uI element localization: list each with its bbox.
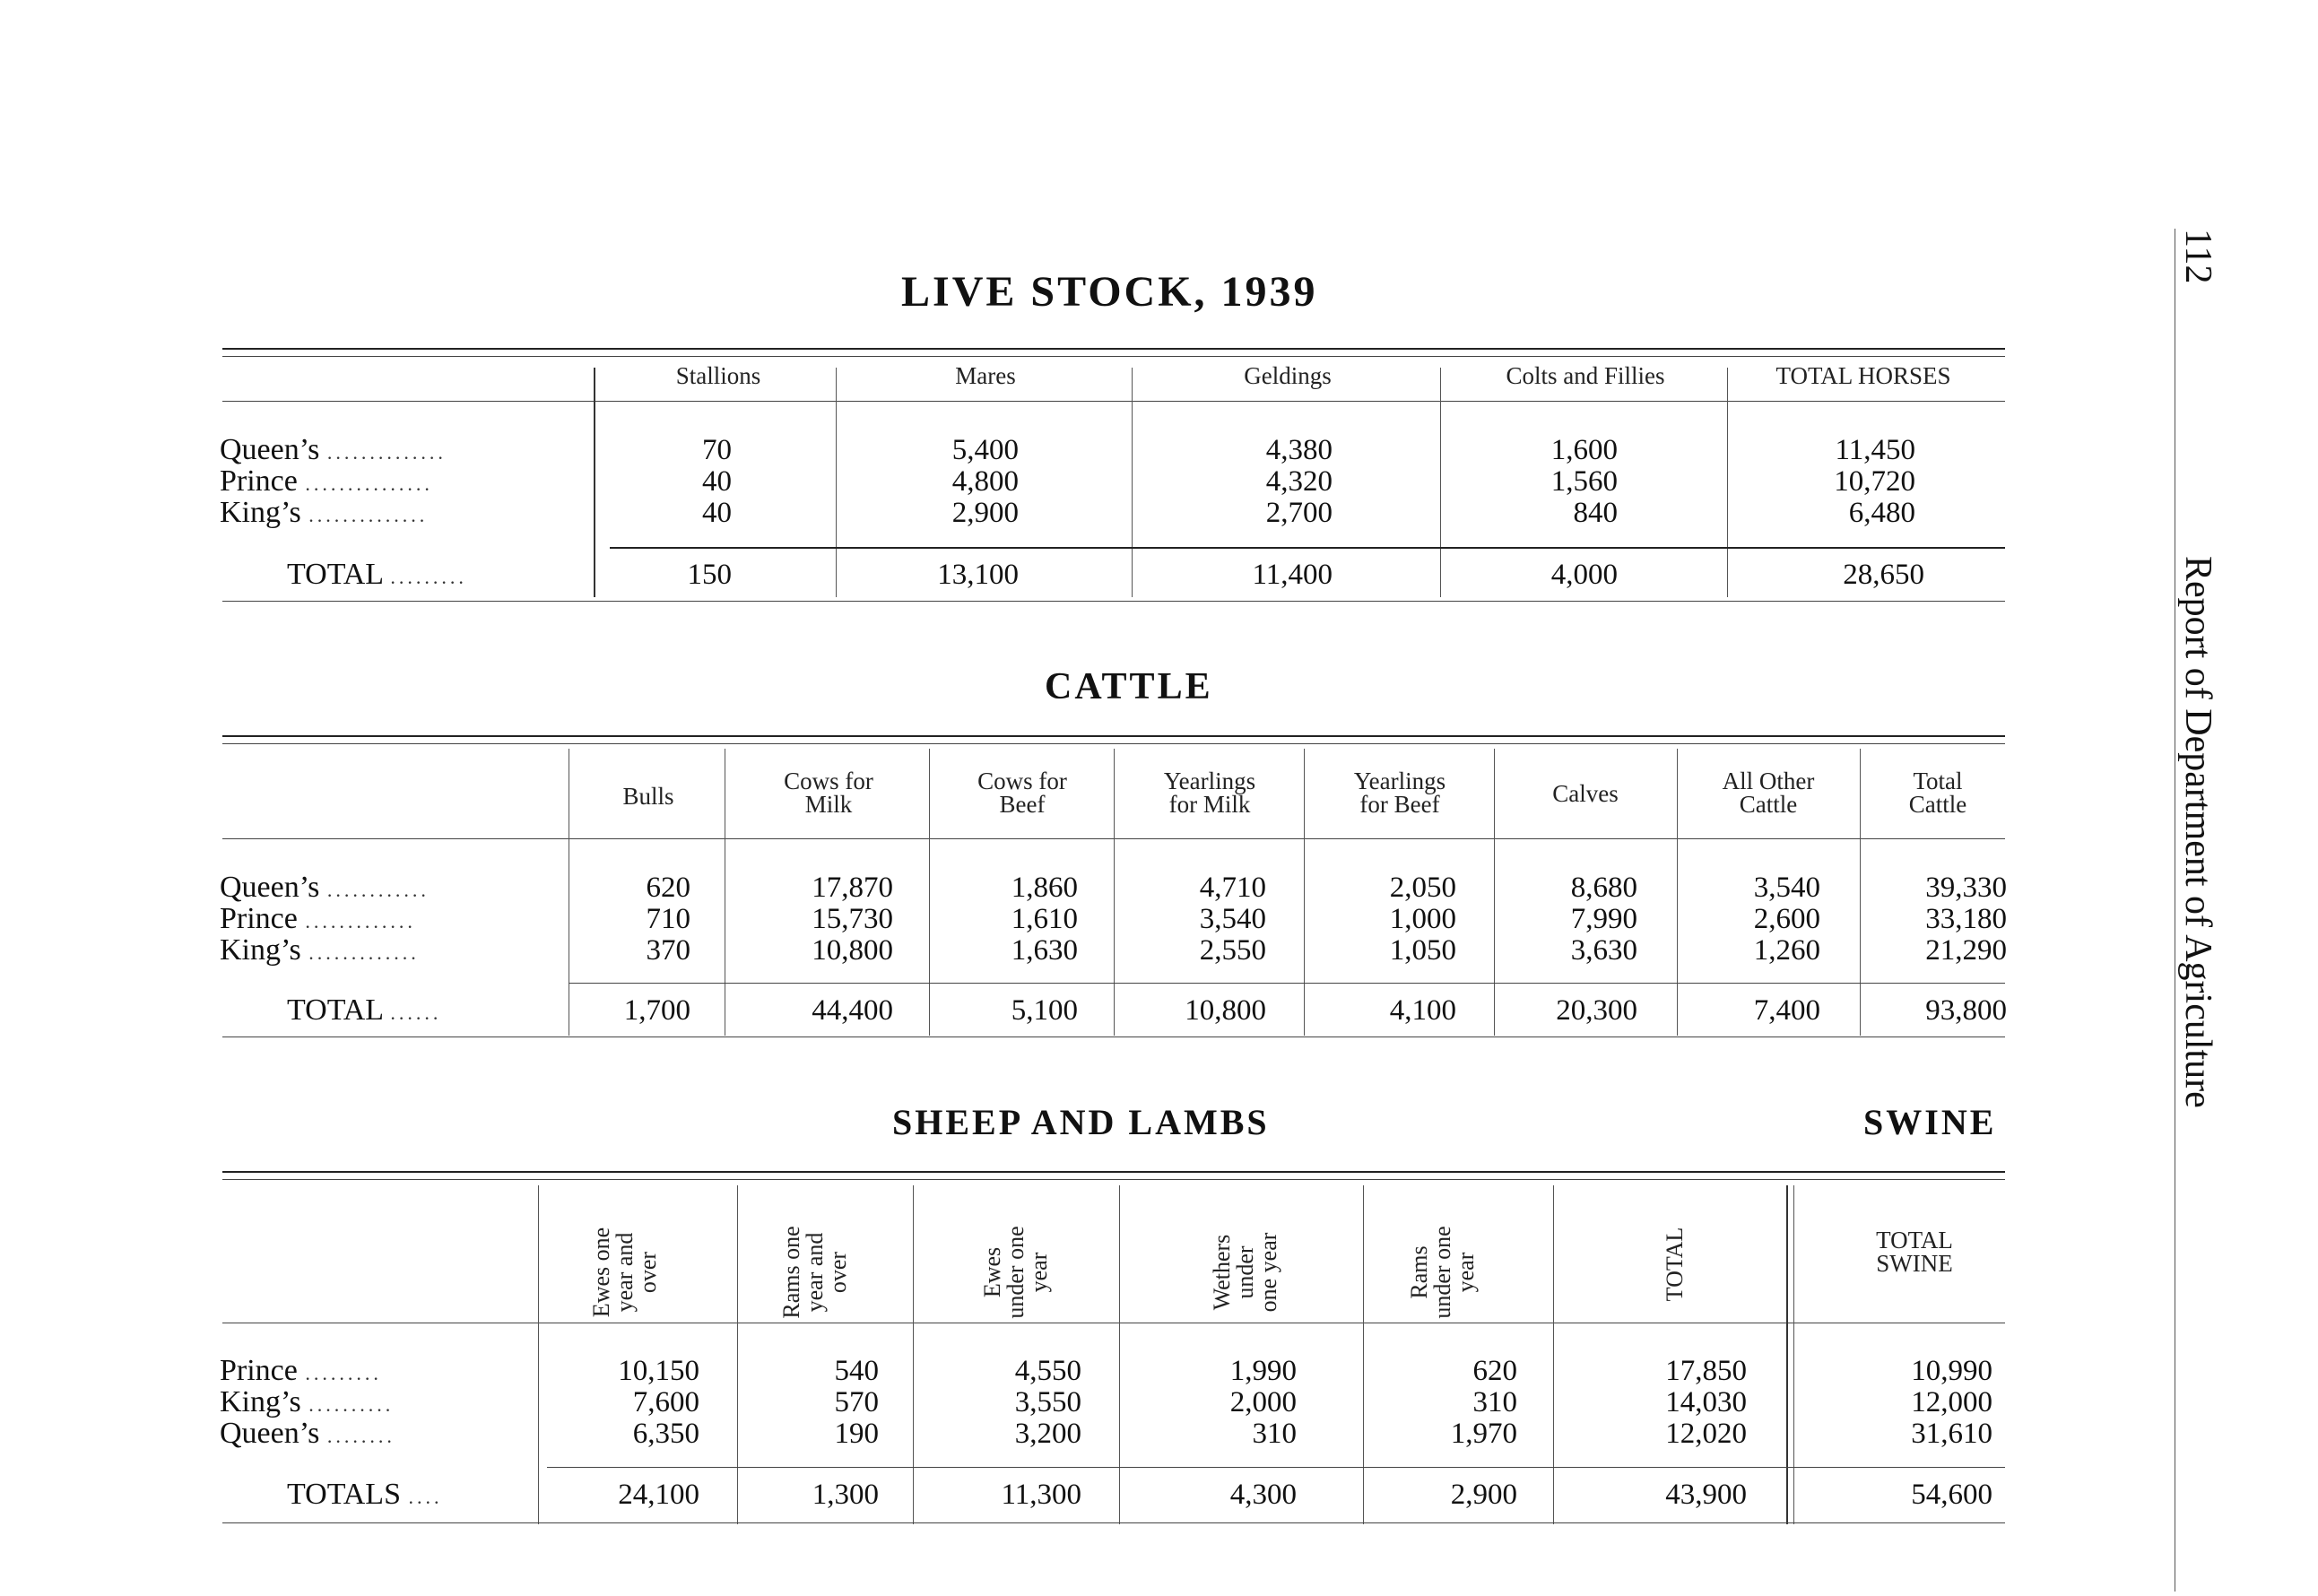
col-line: for Milk	[1168, 791, 1251, 818]
cell: 17,850	[1665, 1355, 1747, 1387]
horses-col-geldings: Geldings	[1244, 362, 1332, 389]
cattle-col-yearlings-beef	[1306, 769, 1494, 816]
row-name: Prince	[220, 464, 298, 498]
cell: 33,180	[1925, 903, 2007, 935]
total-name: TOTAL	[287, 993, 383, 1027]
col-line: for Beef	[1359, 791, 1440, 818]
horses-bottom-rule	[222, 601, 2005, 602]
col-line: Rams	[1406, 1245, 1432, 1299]
cell: 1,600	[1550, 434, 1618, 466]
total-cell: 4,000	[1550, 559, 1618, 591]
cell: 2,050	[1389, 872, 1456, 904]
cell: 2,000	[1229, 1386, 1297, 1418]
horses-col-colts: Colts and Fillies	[1506, 362, 1665, 389]
cattle-row-label	[220, 871, 430, 905]
sheep-vline	[1363, 1185, 1364, 1524]
leader-dots: .............	[305, 910, 416, 932]
col-line: TOTAL	[1662, 1227, 1688, 1302]
cell: 7,600	[632, 1386, 699, 1418]
cell: 840	[1573, 497, 1618, 529]
cell: 190	[834, 1418, 879, 1450]
total-cell: 5,100	[1011, 994, 1078, 1027]
col-line: Milk	[804, 791, 853, 818]
cell: 710	[646, 903, 690, 935]
cell: 10,150	[618, 1355, 699, 1387]
sheep-title: SHEEP AND LAMBS	[892, 1102, 1270, 1142]
row-name: Prince	[220, 902, 298, 935]
total-cell: 11,400	[1252, 559, 1333, 591]
col-line: Cattle	[1908, 791, 1967, 818]
cell: 1,630	[1011, 934, 1078, 967]
cell: 620	[1472, 1355, 1517, 1387]
col-line: year	[1453, 1252, 1479, 1293]
total-cell: 24,100	[618, 1479, 699, 1511]
leader-dots: ...............	[305, 473, 433, 495]
cell: 3,550	[1014, 1386, 1081, 1418]
horses-title: LIVE STOCK, 1939	[901, 268, 1318, 316]
col-line: Bulls	[622, 783, 674, 810]
sheep-total-label	[287, 1478, 443, 1512]
horses-head-rule	[222, 401, 2005, 402]
sheep-vline	[737, 1185, 738, 1524]
sheep-col-ewes-under	[981, 1187, 1062, 1357]
cell: 2,600	[1753, 903, 1820, 935]
horses-top-rule	[222, 348, 2005, 350]
cattle-vline	[1494, 749, 1495, 1036]
col-line: under one	[1429, 1226, 1455, 1319]
cell: 3,630	[1570, 934, 1637, 967]
horses-col-mares: Mares	[955, 362, 1016, 389]
cattle-col-cows-beef	[931, 769, 1114, 816]
cell: 1,610	[1011, 903, 1078, 935]
col-line: Yearlings	[1353, 768, 1446, 794]
sheep-vline	[538, 1185, 539, 1524]
running-header: Report of Department of Agriculture	[2177, 556, 2218, 1108]
leader-dots: ......	[390, 1002, 442, 1024]
horses-col-total: TOTAL HORSES	[1775, 362, 1951, 389]
row-name: King’s	[220, 933, 301, 967]
sheep-col-total	[1663, 1197, 1699, 1331]
sheep-row-label	[220, 1354, 382, 1388]
cattle-col-bulls	[570, 785, 726, 808]
cell: 10,720	[1834, 465, 1915, 498]
horses-vline	[1727, 368, 1728, 597]
leader-dots: ..............	[308, 504, 429, 526]
col-line: TOTAL	[1876, 1227, 1953, 1253]
sheep-col-rams	[780, 1187, 861, 1357]
row-name: King’s	[220, 1385, 301, 1418]
cell: 10,800	[812, 934, 893, 967]
col-line: over	[635, 1251, 661, 1294]
cell: 4,550	[1014, 1355, 1081, 1387]
total-cell: 1,700	[623, 994, 690, 1027]
total-cell: 20,300	[1556, 994, 1637, 1027]
total-cell: 1,300	[812, 1479, 879, 1511]
col-line: year	[1026, 1252, 1052, 1293]
cell: 15,730	[812, 903, 893, 935]
row-name: King’s	[220, 496, 301, 529]
total-cell: 7,400	[1753, 994, 1820, 1027]
col-line: under	[1232, 1245, 1258, 1299]
cell: 2,550	[1199, 934, 1266, 967]
cattle-vline	[1304, 749, 1305, 1036]
cell: 3,540	[1753, 872, 1820, 904]
col-line: Cows for	[784, 768, 873, 794]
horses-total-label	[287, 558, 467, 592]
horses-top-rule-2	[222, 356, 2005, 357]
cell: 4,380	[1265, 434, 1333, 466]
total-name: TOTALS	[287, 1478, 401, 1511]
cattle-row-label	[220, 902, 416, 936]
cattle-top-rule	[222, 735, 2005, 737]
cell: 10,990	[1911, 1355, 1992, 1387]
sheep-col-wethers	[1211, 1187, 1291, 1357]
total-cell: 44,400	[812, 994, 893, 1027]
leader-dots: .........	[390, 566, 467, 588]
cell: 21,290	[1925, 934, 2007, 967]
horses-row-label	[220, 496, 428, 530]
cell: 8,680	[1570, 872, 1637, 904]
cell: 620	[646, 872, 690, 904]
col-line: All Other	[1722, 768, 1815, 794]
leader-dots: .............	[308, 941, 420, 964]
cell: 1,050	[1389, 934, 1456, 967]
leader-dots: ........	[326, 1425, 395, 1447]
total-cell: 2,900	[1450, 1479, 1517, 1511]
col-line: Yearlings	[1163, 768, 1256, 794]
total-cell: 11,300	[1001, 1479, 1081, 1511]
cell: 31,610	[1911, 1418, 1992, 1450]
total-cell: 13,100	[937, 559, 1019, 591]
cell: 3,540	[1199, 903, 1266, 935]
cell: 3,200	[1014, 1418, 1081, 1450]
cell: 12,020	[1665, 1418, 1747, 1450]
horses-vline	[1132, 368, 1133, 597]
cattle-row-label	[220, 933, 420, 967]
leader-dots: ..............	[326, 441, 447, 464]
horses-subtotal-rule	[610, 547, 2005, 549]
sheep-vline	[1553, 1185, 1554, 1524]
col-line: year and	[802, 1232, 828, 1313]
horses-vline	[594, 368, 595, 597]
cell: 1,560	[1550, 465, 1618, 498]
cell: 11,450	[1835, 434, 1915, 466]
cattle-col-cows-milk	[728, 769, 929, 816]
cell: 6,480	[1848, 497, 1915, 529]
row-name: Queen’s	[220, 1417, 320, 1450]
cell: 12,000	[1911, 1386, 1992, 1418]
col-line: Total	[1913, 768, 1963, 794]
cell: 5,400	[951, 434, 1019, 466]
col-line: under one	[1003, 1226, 1029, 1319]
cell: 4,710	[1199, 872, 1266, 904]
horses-col-stallions: Stallions	[675, 362, 761, 389]
total-cell: 10,800	[1185, 994, 1266, 1027]
sheep-top-rule	[222, 1171, 2005, 1173]
horses-vline	[836, 368, 837, 597]
col-line: year and	[612, 1232, 638, 1313]
cell: 540	[834, 1355, 879, 1387]
total-cell: 4,100	[1389, 994, 1456, 1027]
total-cell: 4,300	[1229, 1479, 1297, 1511]
cell: 1,970	[1450, 1418, 1517, 1450]
cell: 14,030	[1665, 1386, 1747, 1418]
cattle-vline	[1114, 749, 1115, 1036]
col-line: Ewes one	[588, 1227, 614, 1318]
cell: 1,990	[1229, 1355, 1297, 1387]
cattle-subtotal-rule	[569, 983, 2005, 984]
sheep-col-ewes	[590, 1187, 671, 1357]
swine-title: SWINE	[1863, 1102, 1997, 1142]
cattle-col-total	[1862, 769, 2014, 816]
cell: 39,330	[1925, 872, 2007, 904]
col-line: Ewes	[979, 1246, 1005, 1298]
cell: 1,860	[1011, 872, 1078, 904]
cell: 7,990	[1570, 903, 1637, 935]
cattle-title: CATTLE	[1045, 666, 1213, 707]
cell: 40	[702, 465, 732, 498]
horses-row-label	[220, 433, 447, 467]
cattle-vline	[929, 749, 930, 1036]
leader-dots: ..........	[308, 1393, 395, 1416]
total-cell: 150	[687, 559, 732, 591]
cell: 2,900	[951, 497, 1019, 529]
cell: 17,870	[812, 872, 893, 904]
col-line: over	[825, 1251, 851, 1294]
col-line: SWINE	[1876, 1250, 1953, 1277]
col-line: Cattle	[1739, 791, 1798, 818]
sheep-swine-divider	[1793, 1185, 1794, 1524]
leader-dots: ............	[326, 879, 430, 901]
sheep-row-label	[220, 1417, 395, 1451]
leader-dots: ....	[408, 1486, 443, 1508]
cell: 70	[702, 434, 732, 466]
cattle-col-calves	[1496, 782, 1675, 805]
cell: 310	[1472, 1386, 1517, 1418]
cell: 40	[702, 497, 732, 529]
cell: 4,320	[1265, 465, 1333, 498]
row-name: Queen’s	[220, 871, 320, 904]
total-cell: 93,800	[1925, 994, 2007, 1027]
sheep-vline	[913, 1185, 914, 1524]
sheep-row-label	[220, 1385, 394, 1419]
col-line: Rams one	[778, 1226, 804, 1319]
cell: 370	[646, 934, 690, 967]
col-line: Beef	[999, 791, 1046, 818]
cattle-vline	[1860, 749, 1861, 1036]
cattle-col-yearlings-milk	[1116, 769, 1304, 816]
col-line: one year	[1255, 1232, 1281, 1313]
cattle-total-label	[287, 993, 441, 1028]
total-cell: 54,600	[1911, 1479, 1992, 1511]
cell: 570	[834, 1386, 879, 1418]
sheep-top-rule-2	[222, 1179, 2005, 1180]
horses-row-label	[220, 464, 433, 499]
sheep-bottom-rule	[222, 1522, 2005, 1523]
cattle-top-rule-2	[222, 743, 2005, 744]
col-line: Calves	[1552, 780, 1619, 807]
total-cell: 43,900	[1665, 1479, 1747, 1511]
cell: 1,260	[1753, 934, 1820, 967]
row-name: Prince	[220, 1354, 298, 1387]
cattle-col-other	[1679, 769, 1858, 816]
total-cell: 28,650	[1843, 559, 1924, 591]
sheep-col-rams-under	[1408, 1187, 1489, 1357]
cell: 2,700	[1265, 497, 1333, 529]
page-number: 112	[2177, 229, 2218, 284]
cell: 1,000	[1389, 903, 1456, 935]
cell: 4,800	[951, 465, 1019, 498]
cell: 6,350	[632, 1418, 699, 1450]
row-name: Queen’s	[220, 433, 320, 466]
horses-vline	[1440, 368, 1441, 597]
swine-col-total	[1802, 1228, 2027, 1275]
leader-dots: .........	[305, 1362, 382, 1384]
total-name: TOTAL	[287, 558, 383, 591]
sheep-vline	[1119, 1185, 1120, 1524]
sheep-swine-divider	[1786, 1185, 1788, 1524]
col-line: Cows for	[977, 768, 1067, 794]
col-line: Wethers	[1209, 1234, 1235, 1311]
sheep-subtotal-rule	[547, 1467, 2005, 1468]
cattle-vline	[1677, 749, 1678, 1036]
cell: 310	[1252, 1418, 1297, 1450]
